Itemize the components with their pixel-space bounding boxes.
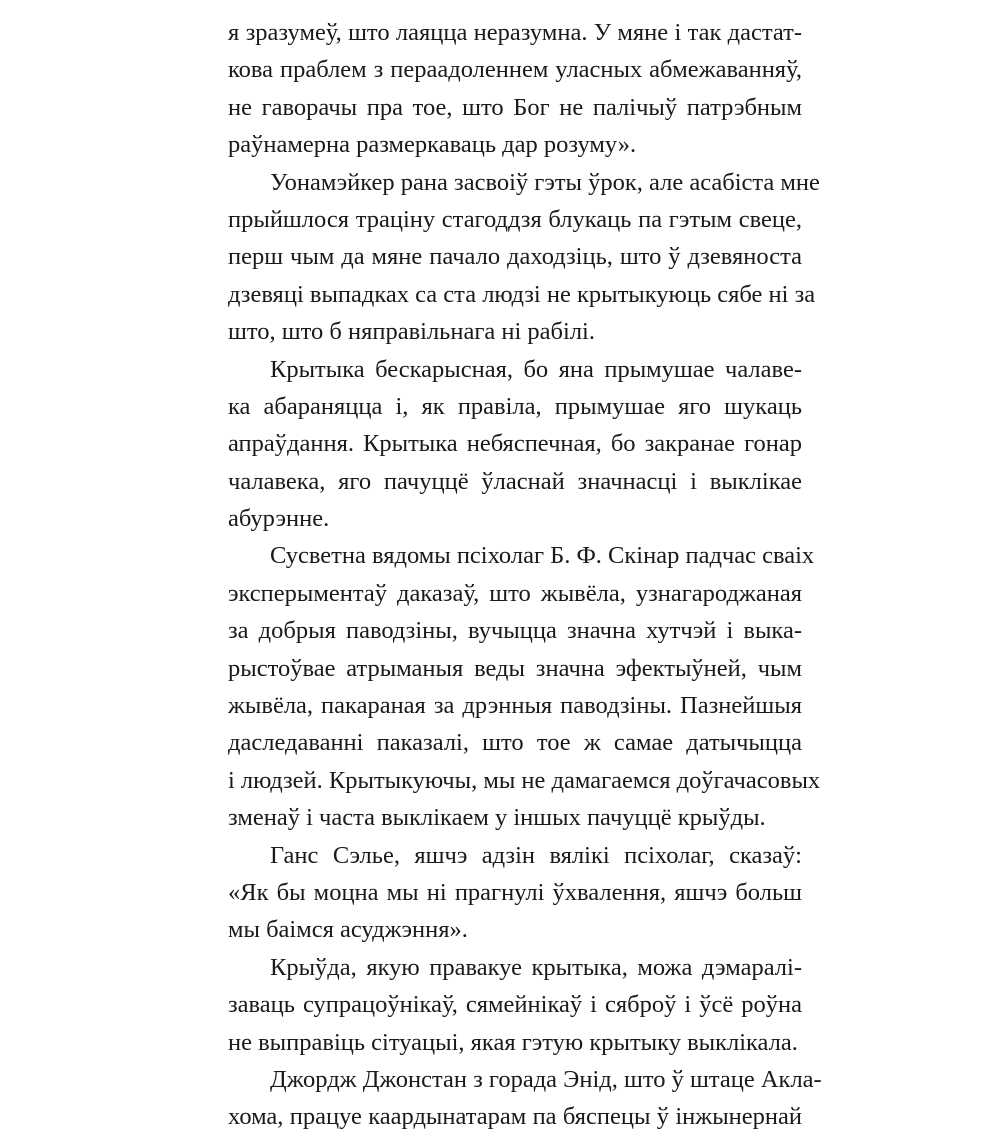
text-line: даследаванні паказалі, што тое ж самае датычыцца	[228, 729, 802, 757]
text-line: мы баімся асуджэння».	[228, 916, 468, 944]
text-line: дзевяці выпадках са ста людзі не крытыкуюць сябе ні за	[228, 280, 816, 308]
paragraph	[228, 837, 802, 949]
paragraph	[228, 537, 821, 836]
text-line: я зразумеў, што лаяцца неразумна. У мяне і так дастат-	[228, 19, 802, 46]
text-line: што, што б няправільнага ні рабілі.	[228, 318, 595, 346]
book-page	[228, 14, 822, 1136]
text-line: не гаворачы пра тое, што Бог не палічыў патрэбным	[228, 93, 802, 121]
text-line: і людзей. Крытыкуючы, мы не дамагаемся доўгачасовых	[228, 766, 821, 794]
text-line: Крытыка бескарысная, бо яна прымушае чалаве-	[270, 355, 802, 383]
text-line: рыстоўвае атрыманыя веды значна эфектыўней, чым	[228, 654, 802, 682]
text-line: Крыўда, якую правакуе крытыка, можа дэмаралі-	[270, 953, 802, 981]
text-line: эксперыментаў даказаў, што жывёла, узнагароджаная	[228, 579, 802, 607]
text-line: Ганс Сэлье, яшчэ адзін вялікі псіхолаг, сказаў:	[270, 841, 802, 869]
text-line: Джордж Джонстан з горада Энід, што ў штаце Аклa-	[270, 1065, 822, 1093]
text-line: ка абараняцца і, як правіла, прымушае яго шукаць	[228, 392, 802, 420]
text-line: апраўдання. Крытыка небяспечная, бо закранае гонар	[228, 430, 802, 458]
text-line: чалавека, яго пачуццё ўласнай значнасці і выклікае	[228, 467, 802, 495]
text-line: Сусветна вядомы псіхолаг Б. Ф. Скінар падчас сваіх	[270, 542, 815, 570]
paragraph	[228, 949, 802, 1061]
paragraph	[228, 351, 802, 538]
text-line: зменаў і часта выклікаем у іншых пачуццё крыўды.	[228, 804, 766, 832]
text-line: не выправіць сітуацыі, якая гэтую крытыку выклікала.	[228, 1028, 798, 1056]
text-line: хома, працуе каардынатарам па бяспецы ў інжынернай	[228, 1103, 802, 1131]
text-line: заваць супрацоўнікаў, сямейнікаў і сяброў і ўсё роўна	[228, 991, 802, 1019]
text-line: кова праблем з пераадоленнем уласных абмежаванняў,	[228, 56, 802, 84]
text-line: раўнамерна размеркаваць дар розуму».	[228, 131, 637, 159]
paragraph	[228, 1061, 822, 1136]
text-line: Уонамэйкер рана засвоіў гэты ўрок, але асабіста мне	[270, 168, 820, 196]
text-line: за добрыя паводзіны, вучыцца значна хутчэй і выка-	[228, 617, 802, 645]
paragraph	[228, 14, 802, 164]
text-line: жывёла, пакараная за дрэнныя паводзіны. Пазнейшыя	[228, 692, 802, 720]
text-line: абурэнне.	[228, 505, 330, 533]
text-line: «Як бы моцна мы ні прагнулі ўхвалення, яшчэ больш	[228, 878, 802, 906]
text-line: перш чым да мяне пачало даходзіць, што ў дзевяноста	[228, 243, 802, 271]
text-line: прыйшлося траціну стагоддзя блукаць па гэтым свеце,	[228, 205, 802, 233]
paragraph	[228, 164, 820, 351]
